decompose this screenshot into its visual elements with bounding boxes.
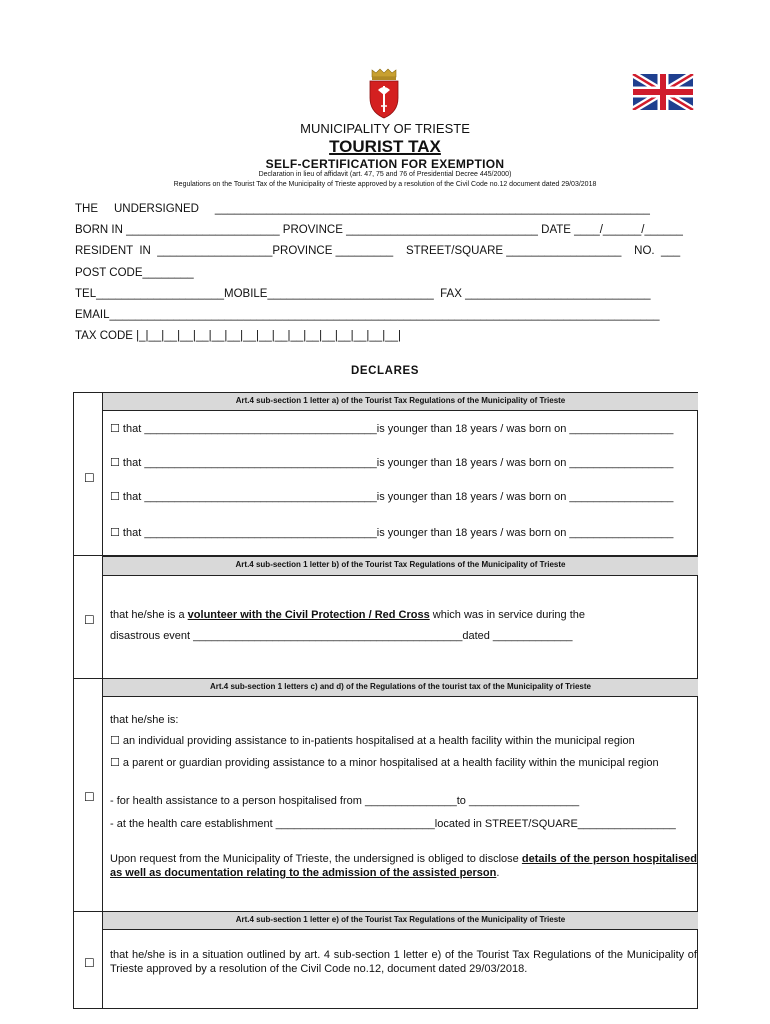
establishment-field[interactable]: - at the health care establishment __________________________located in STREET/SQUARE________________ xyxy=(110,818,676,830)
volunteer-statement: that he/she is a volunteer with the Civil Protection / Red Cross which was in service during the xyxy=(110,609,586,621)
declares-heading: DECLARES xyxy=(350,365,420,377)
section-e-header: Art.4 sub-section 1 letter e) of the Tourist Tax Regulations of the Municipality of Trieste xyxy=(103,911,698,930)
assistance-option-1[interactable]: ☐ an individual providing assistance to in-patients hospitalised at a health facility within the municipal region xyxy=(110,735,635,747)
special-situation-statement: that he/she is in a situation outlined by art. 4 sub-section 1 letter e) of the Tourist Tax Regulations of the Municipality of Trieste approved by a resolution of the Civil Code no.12, document dated 29/03/2018. xyxy=(110,949,697,975)
document-title: TOURIST TAX xyxy=(329,137,441,156)
disclosure-statement: Upon request from the Municipality of Trieste, the undersigned is obliged to disclose details of the person hospitalised as well as documentation relating to the admission of the assisted person. xyxy=(110,853,698,879)
postcode-field[interactable]: POST CODE________ xyxy=(75,267,194,279)
union-jack-flag-icon xyxy=(632,74,694,110)
section-b-header: Art.4 sub-section 1 letter b) of the Tourist Tax Regulations of the Municipality of Trieste xyxy=(103,556,698,576)
undersigned-field[interactable]: THE UNDERSIGNED ____________________________________________________________________ xyxy=(75,203,650,215)
hospitalisation-dates-field[interactable]: - for health assistance to a person hospitalised from _______________to __________________ xyxy=(110,795,580,807)
residence-field[interactable]: RESIDENT IN __________________PROVINCE _________ STREET/SQUARE __________________ NO. ___ xyxy=(75,245,681,257)
section-c-header: Art.4 sub-section 1 letters c) and d) of the Regulations of the tourist tax of the Municipality of Trieste xyxy=(103,678,698,697)
minor-row-3[interactable]: ☐ that ______________________________________is younger than 18 years / was born on _________________ xyxy=(110,491,674,503)
minor-row-1[interactable]: ☐ that ______________________________________is younger than 18 years / was born on _________________ xyxy=(110,423,674,435)
volunteer-emphasis: volunteer with the Civil Protection / Red Cross xyxy=(187,609,430,621)
section-c-checkbox[interactable]: ☐ xyxy=(84,790,95,804)
coat-of-arms-icon xyxy=(367,68,401,120)
section-a-header: Art.4 sub-section 1 letter a) of the Tourist Tax Regulations of the Municipality of Trieste xyxy=(103,392,698,411)
regulations-reference: Regulations on the Tourist Tax of the Municipality of Trieste approved by a resolution of the Civil Code no.12 document dated 29/03/2018 xyxy=(173,181,597,188)
minor-row-4[interactable]: ☐ that ______________________________________is younger than 18 years / was born on _________________ xyxy=(110,527,674,539)
declaration-reference: Declaration in lieu of affidavit (art. 47, 75 and 76 of Presidential Decree 445/2000) xyxy=(258,171,512,178)
assistance-option-2[interactable]: ☐ a parent or guardian providing assistance to a minor hospitalised at a health facility within the municipal region xyxy=(110,757,659,769)
email-field[interactable]: EMAIL______________________________________________________________________________________ xyxy=(75,309,660,321)
document-subtitle: SELF-CERTIFICATION FOR EXEMPTION xyxy=(265,157,505,171)
assistance-intro: that he/she is: xyxy=(110,714,179,726)
municipality-name: MUNICIPALITY OF TRIESTE xyxy=(300,121,470,136)
section-e-checkbox[interactable]: ☐ xyxy=(84,956,95,970)
disastrous-event-field[interactable]: disastrous event ____________________________________________dated _____________ xyxy=(110,630,573,642)
birth-field[interactable]: BORN IN ________________________ PROVINCE ______________________________ DATE ____/______/______ xyxy=(75,224,683,236)
phone-field[interactable]: TEL____________________MOBILE__________________________ FAX _____________________________ xyxy=(75,288,651,300)
section-b-checkbox[interactable]: ☐ xyxy=(84,613,95,627)
taxcode-field[interactable]: TAX CODE |_|__|__|__|__|__|__|__|__|__|__|__|__|__|__|__|__| xyxy=(75,330,401,342)
disclosure-emphasis: details of the person hospitalised as well as documentation relating to the admission of the assisted person xyxy=(110,853,698,879)
section-a-checkbox[interactable]: ☐ xyxy=(84,471,95,485)
minor-row-2[interactable]: ☐ that ______________________________________is younger than 18 years / was born on _________________ xyxy=(110,457,674,469)
